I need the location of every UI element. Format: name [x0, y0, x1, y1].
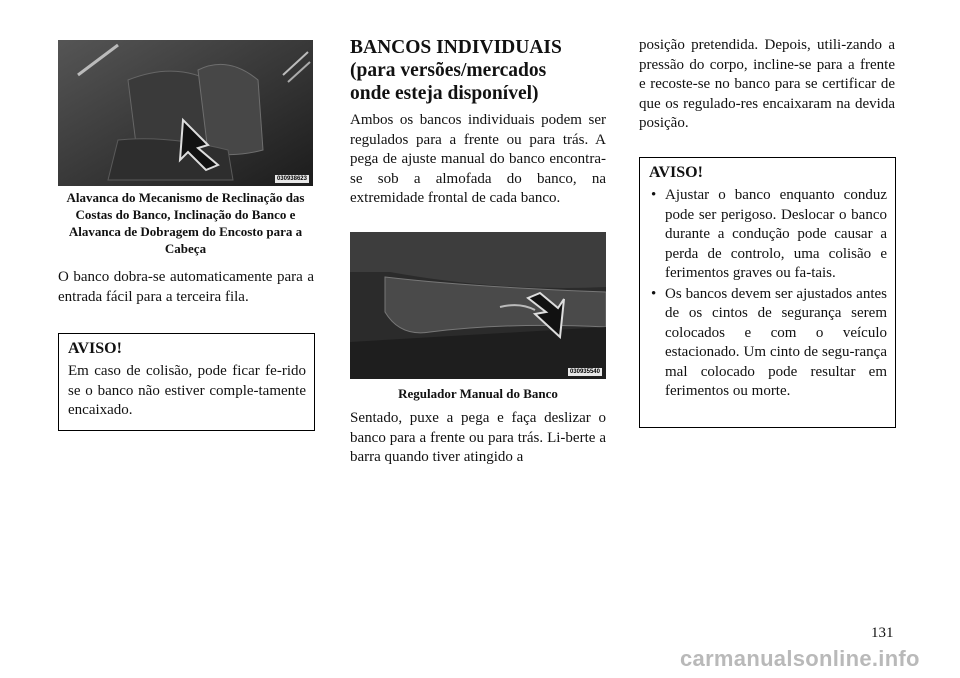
page-number: 131: [871, 625, 894, 641]
figure-caption: Regulador Manual do Banco: [398, 386, 558, 401]
warning-text: Em caso de colisão, pode ficar fe-rido se o banco não estiver comple-tamente encaixado.: [68, 363, 306, 418]
warning-title: AVISO!: [649, 164, 703, 181]
list-item: • Os bancos devem ser ajustados antes de os cintos de segurança serem colocados e com o veículo estacionado. Um cinto de segu-rança mal colocado pode resultar em ferimentos ou morte.: [651, 285, 887, 399]
seat-recline-lever-photo: [58, 40, 313, 186]
paragraph: Ambos os bancos individuais podem ser regulados para a frente ou para trás. A pega de ajuste manual do banco encontra-se sob a almofada do banco, na extremidade frontal de cada banco.: [350, 112, 606, 206]
watermark-text[interactable]: carmanualsonline.info: [680, 646, 920, 671]
warning-box: [639, 157, 896, 428]
warning-box: [58, 333, 315, 431]
paragraph: Sentado, puxe a pega e faça deslizar o banco para a frente ou para trás. Li-berte a barra quando tiver atingido a: [350, 410, 606, 465]
section-heading: BANCOS INDIVIDUAIS (para versões/mercados onde esteja disponível): [350, 37, 562, 104]
photo-code: 030938623: [276, 176, 307, 182]
paragraph: O banco dobra-se automaticamente para a entrada fácil para a terceira fila.: [58, 269, 314, 305]
warning-list: [649, 186, 887, 402]
paragraph: posição pretendida. Depois, utili-zando a pressão do corpo, incline-se para a frente e recoste-se no banco para se certificar de que os regulado-res encaixaram na devida posição.: [639, 37, 895, 131]
warning-title: AVISO!: [68, 340, 122, 357]
photo-code: 030935540: [569, 369, 600, 375]
list-item: • Ajustar o banco enquanto conduz pode ser perigoso. Deslocar o banco durante a condução pode causar a perda de controlo, uma colisão e ferimentos graves ou fa-tais.: [651, 187, 887, 281]
manual-seat-adjuster-photo: [350, 232, 606, 379]
figure-caption: Alavanca do Mecanismo de Reclinação das Costas do Banco, Inclinação do Banco e Alavanca de Dobragem do Encosto para a Cabeça: [66, 190, 305, 256]
